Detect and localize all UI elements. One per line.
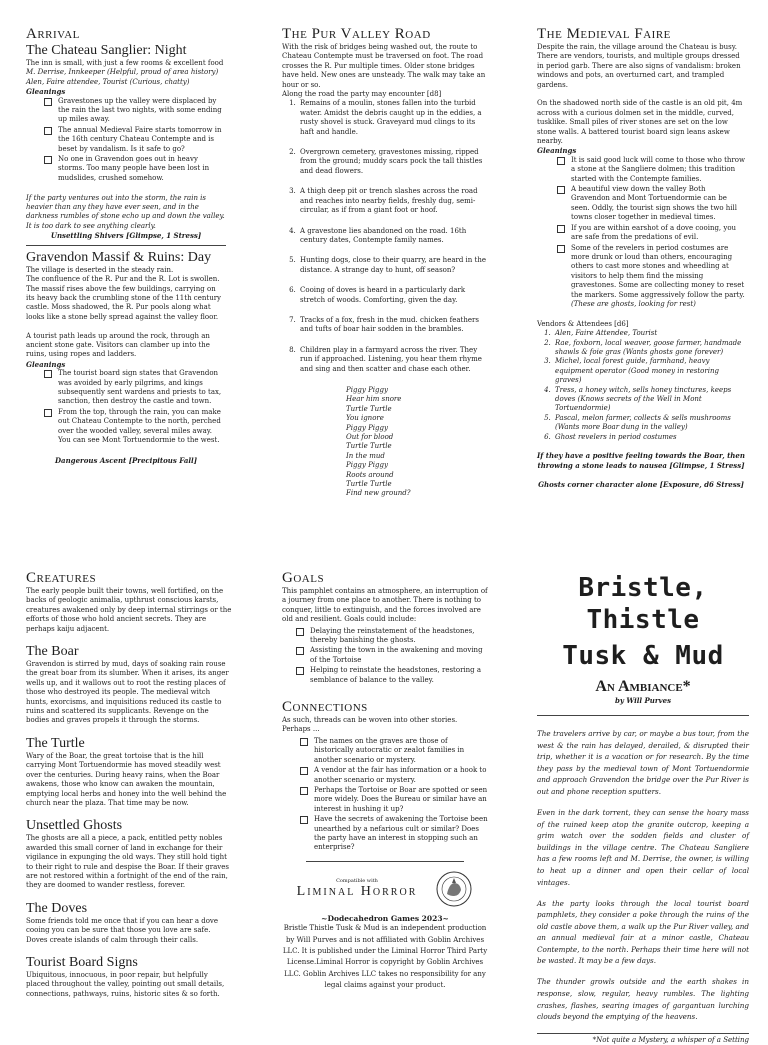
rhyme-line: Out for blood bbox=[346, 433, 394, 441]
goals-list bbox=[282, 627, 488, 685]
ghost-note: (These are ghosts, looking for rest) bbox=[571, 299, 696, 308]
vendor-item: 4. Tress, a honey witch, sells honey tinctures, keeps doves (Knows secrets of the Well in Mont Tortuendormie) bbox=[553, 386, 745, 414]
credits-text: Bristle Thistle Tusk & Mud is an independent production by Will Purves and is not affiliated with Goblin Archives LLC. It is published under the Liminal Horror Third Party License.Liminal Horror is copyright by Goblin Archives LLC. Goblin Archives LLC takes no responsibility for any legal claims against your product. bbox=[282, 924, 488, 990]
npc-innkeeper: M. Derrise, Innkeeper (Helpful, proud of area history) bbox=[26, 68, 219, 77]
liminal-horror-logo bbox=[297, 878, 418, 900]
cover-title-line-1: Bristle, Thistle bbox=[578, 573, 708, 635]
road-encounters bbox=[282, 99, 486, 374]
vendor-item: 5. Pascal, melon farmer, collects & sells mushrooms (Wants more Boar dung in the valley) bbox=[553, 414, 745, 433]
cover-subtitle: An Ambiance* bbox=[595, 678, 691, 695]
rhyme-line: Piggy Piggy bbox=[346, 423, 388, 432]
cover-footnote: *Not quite a Mystery, a whisper of a Setting bbox=[592, 1035, 749, 1044]
faire-gleanings bbox=[537, 156, 745, 310]
ghosts-text: The ghosts are all a piece, a pack, entitled petty nobles awarded this small corner of land in exchange for their vigilance in expunging the old ways. They still hold tight to their right to rule and despise the Boar. If their graves are not restored within a fortnight of the end of the rain, they are doomed to wander restless, forever. bbox=[26, 834, 229, 890]
cover-byline: by Will Purves bbox=[614, 696, 672, 705]
turtle-heading: The Turtle bbox=[26, 735, 85, 751]
vendor-item: 1. Alen, Faire Attendee, Tourist bbox=[553, 329, 745, 338]
column-cover bbox=[537, 572, 749, 1045]
faire-tag-2: Ghosts corner character alone [Exposure, d6 Stress] bbox=[538, 479, 744, 489]
massif-heading: Gravendon Massif & Ruins: Day bbox=[26, 249, 212, 265]
turtle-text: Wary of the Boar, the great tortoise that is the hill carrying Mont Tortuendormie has moved steadily west over the centuries. During heavy rains, when the Boar awakens, those who know can awaken the mountain, emptying local herbs and honey into the well behind the church near the plaza. That time may be now. bbox=[26, 751, 227, 807]
rhyme-line: Roots around bbox=[346, 470, 394, 479]
column-road bbox=[282, 26, 486, 499]
encounter-item: 1. Remains of a moulin, stones fallen into the turbid water. Amidst the debris caught up in the eddies, a rusty shovel is stuck. Graveyard mud clings to its haft and handle. bbox=[298, 99, 486, 137]
goal-item[interactable]: Assisting the town in the awakening and moving of the Tortoise bbox=[294, 646, 488, 665]
arrival-heading: Arrival bbox=[26, 26, 80, 42]
connection-item[interactable]: Have the secrets of awakening the Tortoise been unearthed by a nefarious cult or similar? Does the party have an interest in stopping such an enterprise? bbox=[298, 815, 488, 853]
rhyme-line: Turtle Turtle bbox=[346, 480, 392, 489]
doves-heading: The Doves bbox=[26, 900, 88, 916]
rhyme-line: Hear him snore bbox=[346, 395, 402, 404]
connection-item[interactable]: The names on the graves are those of historically autocratic or zealot families in another scenario or mystery. bbox=[298, 737, 488, 765]
vendor-item: 6. Ghost revelers in period costumes bbox=[553, 433, 745, 442]
connections-heading: Connections bbox=[282, 699, 368, 716]
faire-text-1: Despite the rain, the village around the Chateau is busy. There are vendors, tourists, and multiple groups dressed in period garb. There are also signs of vandalism: broken windows and pots, an overturned cart, and trampled gardens. bbox=[537, 43, 741, 89]
shiver-text: If the party ventures out into the storm, the rain is heavier than any they have ever seen, and in the darkness rumbles of stone echo up and down the valley. It is too dark to see anything clearly. bbox=[26, 193, 225, 230]
rhyme-line: You ignore bbox=[346, 414, 384, 423]
gleaning-item[interactable]: The annual Medieval Faire starts tomorrow in the 16th century Chateau Contempte and is beset by vandalism. Is it safe to go? bbox=[42, 126, 226, 154]
connections-intro: As such, threads can be woven into other stories. Perhaps ... bbox=[282, 716, 458, 734]
arrival-subheading: The Chateau Sanglier: Night bbox=[26, 43, 187, 58]
children-rhyme bbox=[346, 386, 486, 499]
npc-alen: Alen, Faire attendee, Tourist (Curious, chatty) bbox=[26, 77, 190, 86]
column-arrival bbox=[26, 26, 226, 465]
encounter-item: 5. Hunting dogs, close to their quarry, are heard in the distance. A strange day to hunt, off season? bbox=[298, 256, 486, 275]
divider bbox=[537, 1033, 749, 1034]
intro-paragraph: Even in the dark torrent, they can sense the hoary mass of the ruined keep atop the granite outcrop, keeping a grim watch over the sodden fields and cluster of buildings in the village centre. The Chateau Sangliere has a few rooms left and M. Derrise, the owner, is willing to heat up a dinner and open their cellar of local vintages. bbox=[537, 807, 749, 887]
gleanings-label: Gleanings bbox=[537, 146, 577, 156]
gleaning-item[interactable]: If you are within earshot of a dove cooing, you are safe from the predations of evil. bbox=[555, 224, 745, 243]
road-table-label: Along the road the party may encounter [d8] bbox=[282, 90, 442, 99]
encounter-item: 6. Cooing of doves is heard in a particularly dark stretch of woods. Comforting, given the day. bbox=[298, 286, 486, 305]
faire-tag-1: If they have a positive feeling towards the Boar, then throwing a stone leads to nausea [Glimpse, 1 Stress] bbox=[537, 451, 745, 470]
connections-list bbox=[282, 737, 488, 853]
gleaning-item[interactable] bbox=[555, 244, 745, 310]
intro-paragraph: The thunder growls outside and the earth shakes in response, slow, regular, heavy rumbles. The lighting crashes, flashes, searing images of gargantuan lurching clouds beyond the emptying of the heavens. bbox=[537, 977, 749, 1022]
massif-text-2: The confluence of the R. Pur and the R. Lot is swollen. The massif rises above the few buildings, carrying on its heavy back the crumbling stone of the 11th century castle. Moss shadowed, the R. Pur pools along what looks like a stone belly spread against the valley floor. bbox=[26, 275, 222, 321]
rhyme-line: Find new ground? bbox=[346, 489, 411, 498]
intro-paragraph: As the party looks through the local tourist board pamphlets, they consider a poke through the ruins of the old castle above them, a walk up the Pur River valley, and an annual medieval fair at a minor castle, Chateau Contempte, to the north. Perhaps their time here will not be wasted. It may be a few days. bbox=[537, 898, 749, 966]
gleaning-item[interactable]: Gravestones up the valley were displaced by the rain the last two nights, with some ending up miles away. bbox=[42, 97, 226, 125]
gleaning-item[interactable]: The tourist board sign states that Gravendon was avoided by early pilgrims, and kings subsequently sent wardens and priests to tax, sanction, then destroy the castle and town. bbox=[42, 369, 226, 407]
doves-text: Some friends told me once that if you can hear a dove cooing you can be sure that those you love are safe. Doves create islands of calm through their calls. bbox=[26, 916, 219, 944]
encounter-item: 2. Overgrown cemetery, gravestones missing, ripped from the ground; muddy scars pock the tall thistles and dead flowers. bbox=[298, 148, 486, 176]
massif-text-1: The village is deserted in the steady rain. bbox=[26, 265, 174, 274]
divider bbox=[537, 715, 749, 716]
vendor-item: 2. Rae, foxborn, local weaver, goose farmer, handmade shawls & foie gras (Wants ghosts gone forever) bbox=[553, 339, 745, 358]
arrival-gleanings bbox=[26, 97, 226, 184]
ghosts-heading: Unsettled Ghosts bbox=[26, 818, 123, 834]
vendors-list bbox=[537, 329, 745, 442]
faire-heading: The Medieval Faire bbox=[537, 26, 671, 42]
signs-text: Ubiquitous, innocuous, in poor repair, but helpfully placed throughout the valley, pointing out small details, connections, pathways, ruins, historic sites & so forth. bbox=[26, 970, 225, 998]
gleaning-item[interactable]: From the top, through the rain, you can make out Chateau Contempte to the north, perched over the wooded valley, several miles away. You can see Mont Tortuendormie to the west. bbox=[42, 408, 226, 446]
cover-title-line-2: Tusk & Mud bbox=[562, 641, 724, 671]
massif-text-3: A tourist path leads up around the rock, through an ancient stone gate. Visitors can clamber up into the ruins, using ropes and ladders. bbox=[26, 331, 210, 359]
column-goals bbox=[282, 570, 488, 992]
gleaning-text: Some of the revelers in period costumes are more drunk or loud than others, encouraging others to cast more stones and wheedling at visitors to help them find the missing gravestones. Some are collecting money to reset the markers. Some aggressively follow the party. bbox=[571, 243, 745, 299]
creatures-heading: Creatures bbox=[26, 570, 97, 586]
arrival-intro: The inn is small, with just a few rooms & excellent food bbox=[26, 59, 224, 67]
vendor-item: 3. Michel, local forest guide, farmhand, heavy equipment operator (Good money in restoring graves) bbox=[553, 357, 745, 385]
gleaning-item[interactable]: No one in Gravendon goes out in heavy storms. Too many people have been lost in mudslides, crushed somehow. bbox=[42, 155, 226, 183]
publisher-line: ~Dodecahedron Games 2023~ bbox=[321, 913, 449, 923]
signs-heading: Tourist Board Signs bbox=[26, 954, 138, 970]
connection-item[interactable]: Perhaps the Tortoise or Boar are spotted or seen more widely. Does the Bureau or similar have an interest in hushing it up? bbox=[298, 786, 488, 814]
encounter-item: 3. A thigh deep pit or trench slashes across the road and reaches into nearby fields, freshly dug, semi-circular, as if from a giant foot or hoof. bbox=[298, 187, 486, 215]
goal-item[interactable]: Helping to reinstate the headstones, restoring a semblance of balance to the valley. bbox=[294, 666, 488, 685]
rhyme-line: Turtle Turtle bbox=[346, 404, 392, 413]
gleanings-label: Gleanings bbox=[26, 359, 66, 369]
cover-intro bbox=[537, 728, 749, 1023]
encounter-item: 7. Tracks of a fox, fresh in the mud. chicken feathers and tufts of boar hair sodden in the brambles. bbox=[298, 316, 486, 335]
gleaning-item[interactable]: A beautiful view down the valley Both Gravendon and Mont Tortuendormie can be seen. Oddly, the tourist sign shows the two hill towns closer together in medieval times. bbox=[555, 185, 745, 223]
liminal-horror-wordmark: Liminal Horror bbox=[296, 883, 418, 899]
goals-heading: Goals bbox=[282, 570, 325, 586]
gleanings-label: Gleanings bbox=[26, 87, 66, 97]
goals-intro: This pamphlet contains an atmosphere, an interruption of a journey from one place to another. There is nothing to conquer, little to extinguish, and the forces involved are old and resilient. Goals could include: bbox=[282, 587, 488, 624]
divider bbox=[26, 245, 226, 246]
goal-item[interactable]: Delaying the reinstatement of the headstones, thereby banishing the ghosts. bbox=[294, 627, 488, 646]
gleaning-item[interactable]: It is said good luck will come to those who throw a stone at the Sangliere dolmen; this tradition started with the Contempte families. bbox=[555, 156, 745, 184]
shiver-tag: Unsettling Shivers [Glimpse, 1 Stress] bbox=[50, 231, 202, 241]
massif-gleanings bbox=[26, 369, 226, 445]
faire-text-2: On the shadowed north side of the castle is an old pit, 4m across with a curious dolmen set in the middle, curved, tusklike. Small piles of river stones are set on the low stone walls. A battered tourist board sign leans askew nearby. bbox=[537, 99, 743, 146]
rhyme-line: Turtle Turtle bbox=[346, 442, 392, 451]
connection-item[interactable]: A vendor at the fair has information or a hook to another scenario or mystery. bbox=[298, 766, 488, 785]
boar-heading: The Boar bbox=[26, 644, 79, 660]
encounter-item: 8. Children play in a farmyard across the river. They run if approached. Listening, you hear them rhyme and sing and then scatter and chase each other. bbox=[298, 346, 486, 374]
danger-tag: Dangerous Ascent [Precipitous Fall] bbox=[54, 455, 198, 465]
road-intro: With the risk of bridges being washed out, the route to Chateau Contempte must be traversed on foot. The road crosses the R. Pur multiple times. Older stone bridges have held. New ones are unsteady. The walk may take an hour or so. bbox=[282, 43, 486, 89]
dodecahedron-games-logo-icon bbox=[435, 870, 473, 908]
vendors-label: Vendors & Attendees [d6] bbox=[537, 319, 629, 328]
rhyme-line: In the mud bbox=[346, 451, 385, 460]
intro-paragraph: The travelers arrive by car, or maybe a bus tour, from the west & the rain has delayed, derailed, & disrupted their trip, whether it is a vacation or for research. By the time they pass by the medieval town of Mont Tortuendormie and approach Gravendon the bridge over the Pur River is out and phone reception sputters. bbox=[537, 729, 749, 796]
creatures-intro: The early people built their towns, well fortified, on the backs of geologic animalia, upthrust conscious karsts, creatures awakened only by deep internal stirrings or the efforts of those who hold ancient secrets. They are perhaps kaiju adjacent. bbox=[26, 587, 232, 633]
divider bbox=[306, 861, 464, 862]
rhyme-line: Piggy Piggy bbox=[346, 385, 388, 394]
credits-logos bbox=[282, 870, 488, 908]
column-faire bbox=[537, 26, 745, 489]
encounter-item: 4. A gravestone lies abandoned on the road. 16th century dates, Contempte family names. bbox=[298, 227, 486, 246]
boar-text: Gravendon is stirred by mud, days of soaking rain rouse the great boar from its slumber. When it arises, its anger wells up, and it wallows out to root the resting places of those who destroyed its people. The medieval witch hunts, exorcisms, and inquisitions reduced its castle to ruins and scattered its supplicants. Revenge on the bodies and graves propels it through the storms. bbox=[26, 660, 229, 725]
column-creatures bbox=[26, 570, 232, 999]
compatible-label: Compatible with bbox=[336, 877, 378, 884]
road-heading: The Pur Valley Road bbox=[282, 26, 431, 42]
rhyme-line: Piggy Piggy bbox=[346, 461, 388, 470]
